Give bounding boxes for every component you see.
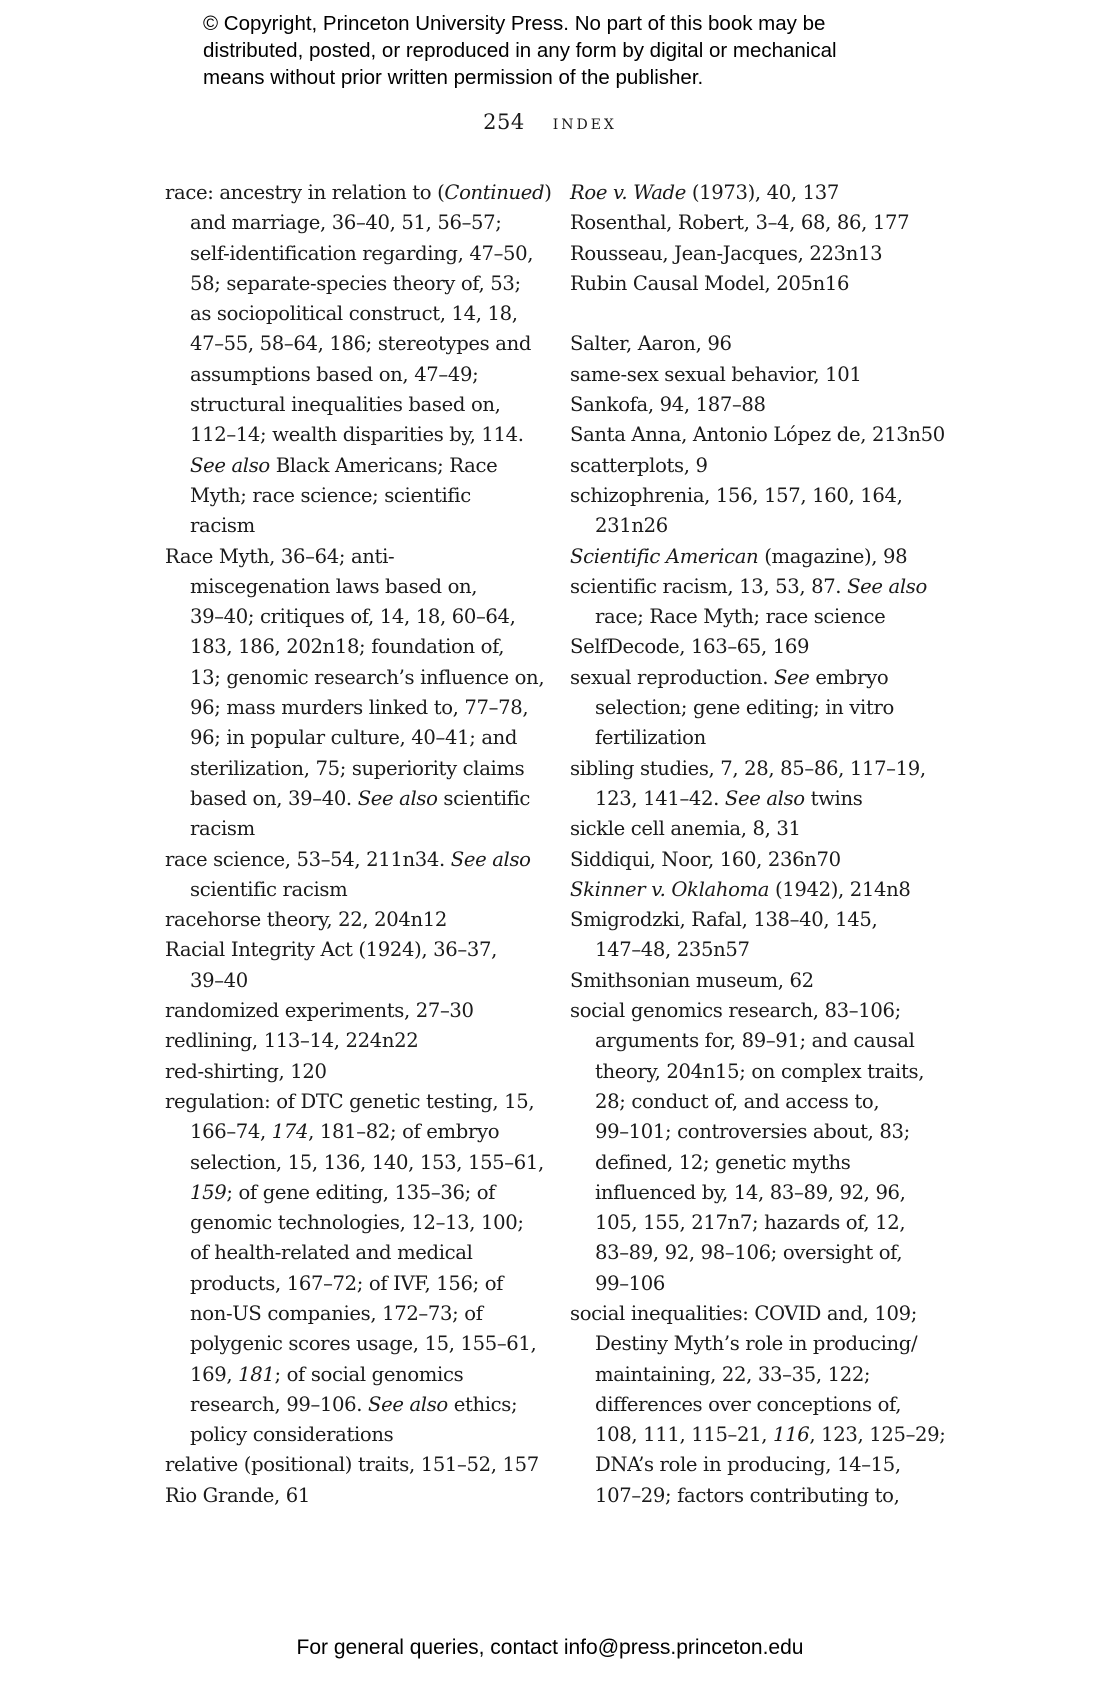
index-entry: SelfDecode, 163–65, 169 xyxy=(570,635,810,659)
copyright-line: means without prior written permission of the publisher. xyxy=(203,66,704,89)
index-entry: same-sex sexual behavior, 101 xyxy=(570,362,862,386)
copyright-line: © Copyright, Princeton University Press. No part of this book may be xyxy=(203,12,826,35)
running-head xyxy=(0,110,1100,134)
index-entry: randomized experiments, 27–30 xyxy=(165,999,474,1023)
index-entry: relative (positional) traits, 151–52, 157 xyxy=(165,1453,539,1477)
index-entry: Smithsonian museum, 62 xyxy=(570,968,814,992)
index-entry: Rosenthal, Robert, 3–4, 68, 86, 177 xyxy=(570,211,910,235)
index-entry: Sankofa, 94, 187–88 xyxy=(570,393,766,417)
index-entry: Santa Anna, Antonio López de, 213n50 xyxy=(570,423,945,447)
index-entry: scatterplots, 9 xyxy=(570,453,708,477)
page-number: 254 xyxy=(483,110,525,134)
index-entry: Rousseau, Jean-Jacques, 223n13 xyxy=(570,241,883,265)
index-entry: sibling studies, 7, 28, 85–86, 117–19, 123, 141–42. See also twins xyxy=(570,756,926,810)
index-entry: scientific racism, 13, 53, 87. See also race; Race Myth; race science xyxy=(570,574,927,629)
index-entry: social inequalities: COVID and, 109; Destiny Myth’s role in producing/ maintaining, 22, 33–35, 122; differences over conceptions of, 108, 111, 115–21, 116, 123, 125–29; DNA’s role in producing, 14–15, 107–29; factors contributing to, xyxy=(570,1301,946,1507)
index-entry: race science, 53–54, 211n34. See also scientific racism xyxy=(165,847,531,901)
copyright-notice xyxy=(203,10,923,91)
index-entry: schizophrenia, 156, 157, 160, 164, 231n26 xyxy=(570,483,903,538)
index-entry: Siddiqui, Noor, 160, 236n70 xyxy=(570,847,841,871)
index-entry: Smigrodzki, Rafal, 138–40, 145, 147–48, 235n57 xyxy=(570,908,878,962)
index-entry: Race Myth, 36–64; anti- miscegenation laws based on, 39–40; critiques of, 14, 18, 60–64, 183, 186, 202n18; foundation of, 13; genomic research’s influence on, 96; mass murders linked to, 77–78, 96; in popular culture, 40–41; and sterilization, 75; superiority claims based on, 39–40. See also scientific racism xyxy=(165,544,545,841)
index-entry: race: ancestry in relation to (Continued) and marriage, 36–40, 51, 56–57; self-identification regarding, 47–50, 58; separate-species theory of, 53; as sociopolitical construct, 14, 18, 47–55, 58–64, 186; stereotypes and assumptions based on, 47–49; structural inequalities based on, 112–14; wealth disparities by, 114. See also Black Americans; Race Myth; race science; scientific racism xyxy=(165,181,552,538)
index-entry: sexual reproduction. See embryo selection; gene editing; in vitro fertilization xyxy=(570,665,894,750)
index-entry: Rio Grande, 61 xyxy=(165,1483,310,1507)
index-column-left xyxy=(165,178,552,1511)
index-entry: red-shirting, 120 xyxy=(165,1059,327,1083)
footer-contact: For general queries, contact info@press.princeton.edu xyxy=(296,1636,804,1659)
index-entry: redlining, 113–14, 224n22 xyxy=(165,1029,419,1053)
index-entry: Scientific American (magazine), 98 xyxy=(570,544,908,568)
index-entry: Rubin Causal Model, 205n16 xyxy=(570,271,850,295)
index-entry: racehorse theory, 22, 204n12 xyxy=(165,908,447,932)
index-column-right xyxy=(570,178,960,1511)
index-entry: regulation: of DTC genetic testing, 15, 166–74, 174, 181–82; of embryo selection, 15, 136, 140, 153, 155–61, 159; of gene editing, 135–36; of genomic technologies, 12–13, 100; of health-related and medical products, 167–72; of IVF, 156; of non-US companies, 172–73; of polygenic scores usage, 15, 155–61, 169, 181; of social genomics research, 99–106. See also ethics; policy considerations xyxy=(165,1089,544,1447)
section-title: index xyxy=(552,110,617,134)
index-entry: Racial Integrity Act (1924), 36–37, 39–40 xyxy=(165,938,497,992)
index-entry: social genomics research, 83–106; arguments for, 89–91; and causal theory, 204n15; on complex traits, 28; conduct of, and access to, 99–101; controversies about, 83; defined, 12; genetic myths influenced by, 14, 83–89, 92, 96, 105, 155, 217n7; hazards of, 12, 83–89, 92, 98–106; oversight of, 99–106 xyxy=(570,999,925,1295)
index-entry: sickle cell anemia, 8, 31 xyxy=(570,817,801,841)
index-entry: Roe v. Wade (1973), 40, 137 xyxy=(570,181,840,204)
index-entry: Salter, Aaron, 96 xyxy=(570,332,732,356)
copyright-line: distributed, posted, or reproduced in any form by digital or mechanical xyxy=(203,39,837,62)
index-entry: Skinner v. Oklahoma (1942), 214n8 xyxy=(570,877,911,901)
